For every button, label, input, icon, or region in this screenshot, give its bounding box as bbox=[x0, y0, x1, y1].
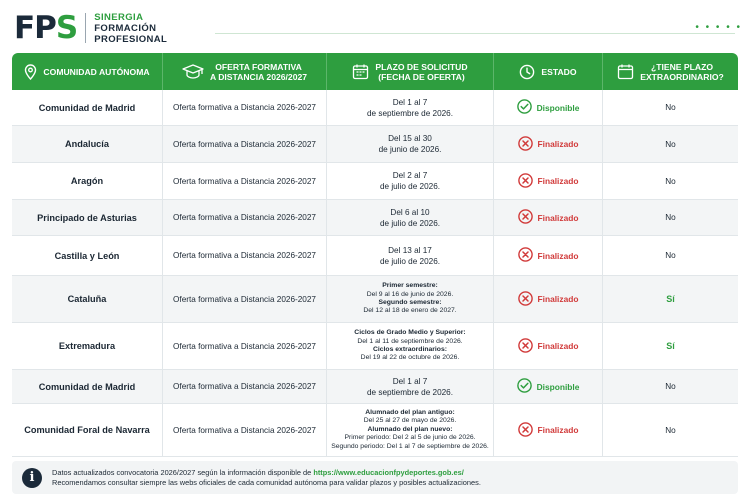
oferta-text: Oferta formativa a Distancia 2026-2027 bbox=[163, 323, 327, 369]
estado-cell bbox=[494, 163, 603, 199]
plazo-line: Del 12 al 18 de enero de 2027. bbox=[363, 307, 457, 315]
plazo-line: Alumnado del plan antiguo: bbox=[365, 408, 455, 416]
x-circle-icon bbox=[518, 209, 533, 226]
estado-cell bbox=[494, 323, 603, 369]
plazo-line: de junio de 2026. bbox=[378, 145, 442, 154]
plazo-cell bbox=[327, 236, 494, 275]
plazo-cell bbox=[327, 276, 494, 322]
status-label: Finalizado bbox=[537, 139, 579, 149]
status-label: Finalizado bbox=[537, 176, 579, 186]
plazo-line: Del 1 al 11 de septiembre de 2026. bbox=[357, 337, 463, 345]
region-name: Comunidad de Madrid bbox=[12, 90, 163, 125]
status-label: Disponible bbox=[536, 381, 580, 392]
plazo-line: Del 13 al 17 bbox=[388, 245, 432, 255]
extraordinario-value: No bbox=[665, 176, 676, 186]
x-circle-icon bbox=[518, 247, 533, 264]
status-label: Finalizado bbox=[537, 341, 579, 351]
extraordinario-value: No bbox=[665, 213, 676, 222]
extraordinario-value: Sí bbox=[666, 341, 675, 351]
extraordinario-value: No bbox=[665, 382, 676, 391]
plazo-line: Del 19 al 22 de octubre de 2026. bbox=[360, 354, 460, 362]
info-footer bbox=[12, 461, 738, 494]
status-finished bbox=[518, 209, 579, 226]
region-name: Comunidad Foral de Navarra bbox=[12, 404, 163, 456]
table-row bbox=[12, 323, 738, 370]
header-oferta: OFERTA FORMATIVA A DISTANCIA 2026/2027 bbox=[163, 53, 327, 90]
status-finished bbox=[518, 247, 579, 264]
plazo-line: Primer periodo: Del 2 al 5 de junio de 2026. bbox=[344, 434, 476, 442]
extraordinario-value: No bbox=[665, 139, 676, 149]
header-comunidad: COMUNIDAD AUTÓNOMA bbox=[12, 53, 163, 90]
status-label: Finalizado bbox=[537, 425, 579, 435]
plazo-line: Ciclos extraordinarios: bbox=[372, 346, 448, 353]
plazo-line: Segundo semestre: bbox=[378, 299, 442, 306]
oferta-text: Oferta formativa a Distancia 2026-2027 bbox=[163, 90, 327, 125]
estado-cell bbox=[494, 276, 603, 322]
table-row bbox=[12, 236, 738, 276]
table-row bbox=[12, 404, 738, 457]
plazo-cell bbox=[327, 90, 494, 125]
status-finished bbox=[518, 173, 579, 190]
check-circle-icon bbox=[517, 378, 532, 395]
oferta-text: Oferta formativa a Distancia 2026-2027 bbox=[163, 200, 327, 235]
oferta-text: Oferta formativa a Distancia 2026-2027 bbox=[163, 236, 327, 275]
footer-line-1: Datos actualizados convocatoria 2026/2027 según la información disponible de https://www.educacionfpydeportes.gob.es/ bbox=[52, 467, 464, 477]
header-decoration-line bbox=[215, 33, 735, 34]
region-name: Aragón bbox=[12, 163, 163, 199]
map-pin-icon bbox=[24, 64, 37, 80]
region-name: Comunidad de Madrid bbox=[12, 370, 163, 403]
status-finished bbox=[518, 291, 579, 308]
status-label: Disponible bbox=[536, 102, 580, 113]
table-row bbox=[12, 370, 738, 404]
x-circle-icon bbox=[518, 173, 533, 190]
plazo-line: Segundo periodo: Del 1 al 7 de septiembre de 2026. bbox=[331, 442, 489, 450]
status-finished bbox=[518, 136, 579, 153]
region-name: Extremadura bbox=[12, 323, 163, 369]
clock-icon bbox=[519, 64, 535, 80]
estado-cell bbox=[494, 404, 603, 456]
plazo-cell bbox=[327, 163, 494, 199]
plazo-line: Del 25 al 27 de mayo de 2026. bbox=[363, 417, 457, 425]
header-estado: ESTADO bbox=[494, 53, 603, 90]
status-finished bbox=[518, 422, 579, 439]
check-circle-icon bbox=[517, 99, 532, 116]
status-label: Finalizado bbox=[537, 250, 579, 261]
table-body bbox=[12, 90, 738, 457]
status-label: Finalizado bbox=[537, 212, 579, 223]
graduation-cap-icon bbox=[182, 64, 204, 80]
header-plazo: PLAZO DE SOLICITUD (FECHA DE OFERTA) bbox=[327, 53, 494, 90]
plazo-cell bbox=[327, 370, 494, 403]
calendar-icon bbox=[352, 63, 369, 80]
region-name: Castilla y León bbox=[12, 236, 163, 275]
region-name: Andalucía bbox=[12, 126, 163, 162]
plazo-line: Alumnado del plan nuevo: bbox=[367, 425, 453, 433]
table-row bbox=[12, 276, 738, 323]
table-row bbox=[12, 90, 738, 126]
estado-cell bbox=[494, 236, 603, 275]
calendar-table bbox=[12, 53, 738, 457]
footer-line-2: Recomendamos consultar siempre las webs oficiales de cada comunidad autónoma para validar plazos y posibles actualizaciones. bbox=[52, 477, 481, 487]
plazo-cell bbox=[327, 200, 494, 235]
plazo-line: Del 1 al 7 bbox=[392, 376, 428, 386]
info-icon: i bbox=[22, 468, 42, 488]
table-row bbox=[12, 163, 738, 200]
region-name: Cataluña bbox=[12, 276, 163, 322]
plazo-line: de septiembre de 2026. bbox=[366, 387, 454, 397]
source-link[interactable]: https://www.educacionfpydeportes.gob.es/ bbox=[313, 467, 464, 477]
plazo-line: de julio de 2026. bbox=[379, 182, 441, 191]
plazo-line: Ciclos de Grado Medio y Superior: bbox=[354, 329, 466, 337]
extraordinario-value: No bbox=[665, 425, 676, 435]
extraordinario-value: Sí bbox=[666, 294, 675, 304]
plazo-line: Del 15 al 30 bbox=[388, 134, 432, 143]
table-row bbox=[12, 126, 738, 163]
oferta-text: Oferta formativa a Distancia 2026-2027 bbox=[163, 370, 327, 403]
oferta-text: Oferta formativa a Distancia 2026-2027 bbox=[163, 404, 327, 456]
logo-wordmark: FPS bbox=[14, 9, 78, 46]
status-finished bbox=[518, 338, 579, 355]
plazo-line: Primer semestre: bbox=[382, 282, 438, 290]
extraordinario-value: No bbox=[665, 103, 676, 112]
plazo-line: de septiembre de 2026. bbox=[366, 108, 454, 118]
status-available bbox=[517, 99, 580, 116]
estado-cell bbox=[494, 90, 603, 125]
plazo-line: de julio de 2026. bbox=[379, 218, 441, 228]
status-available bbox=[517, 378, 580, 395]
table-row bbox=[12, 200, 738, 236]
logo-divider bbox=[85, 13, 86, 43]
plazo-line: Del 1 al 7 bbox=[392, 97, 428, 107]
calendar-icon bbox=[617, 63, 634, 80]
x-circle-icon bbox=[518, 422, 533, 439]
oferta-text: Oferta formativa a Distancia 2026-2027 bbox=[163, 163, 327, 199]
x-circle-icon bbox=[518, 291, 533, 308]
fps-logo bbox=[14, 10, 167, 46]
header-extraordinario: ¿TIENE PLAZO EXTRAORDINARIO? bbox=[603, 53, 738, 90]
decoration-dots: • • • • • bbox=[695, 22, 742, 33]
estado-cell bbox=[494, 126, 603, 162]
status-label: Finalizado bbox=[537, 294, 579, 304]
table-header bbox=[12, 53, 738, 90]
plazo-line: de julio de 2026. bbox=[379, 256, 441, 266]
plazo-line: Del 6 al 10 bbox=[390, 207, 430, 217]
region-name: Principado de Asturias bbox=[12, 200, 163, 235]
oferta-text: Oferta formativa a Distancia 2026-2027 bbox=[163, 276, 327, 322]
x-circle-icon bbox=[518, 136, 533, 153]
x-circle-icon bbox=[518, 338, 533, 355]
plazo-cell bbox=[327, 323, 494, 369]
estado-cell bbox=[494, 200, 603, 235]
plazo-line: Del 2 al 7 bbox=[392, 171, 428, 180]
plazo-line: Del 9 al 16 de junio de 2026. bbox=[366, 290, 454, 298]
plazo-cell bbox=[327, 126, 494, 162]
estado-cell bbox=[494, 370, 603, 403]
plazo-cell bbox=[327, 404, 494, 456]
oferta-text: Oferta formativa a Distancia 2026-2027 bbox=[163, 126, 327, 162]
logo-tagline: SINERGIA FORMACIÓN PROFESIONAL bbox=[94, 11, 168, 45]
extraordinario-value: No bbox=[665, 251, 676, 260]
